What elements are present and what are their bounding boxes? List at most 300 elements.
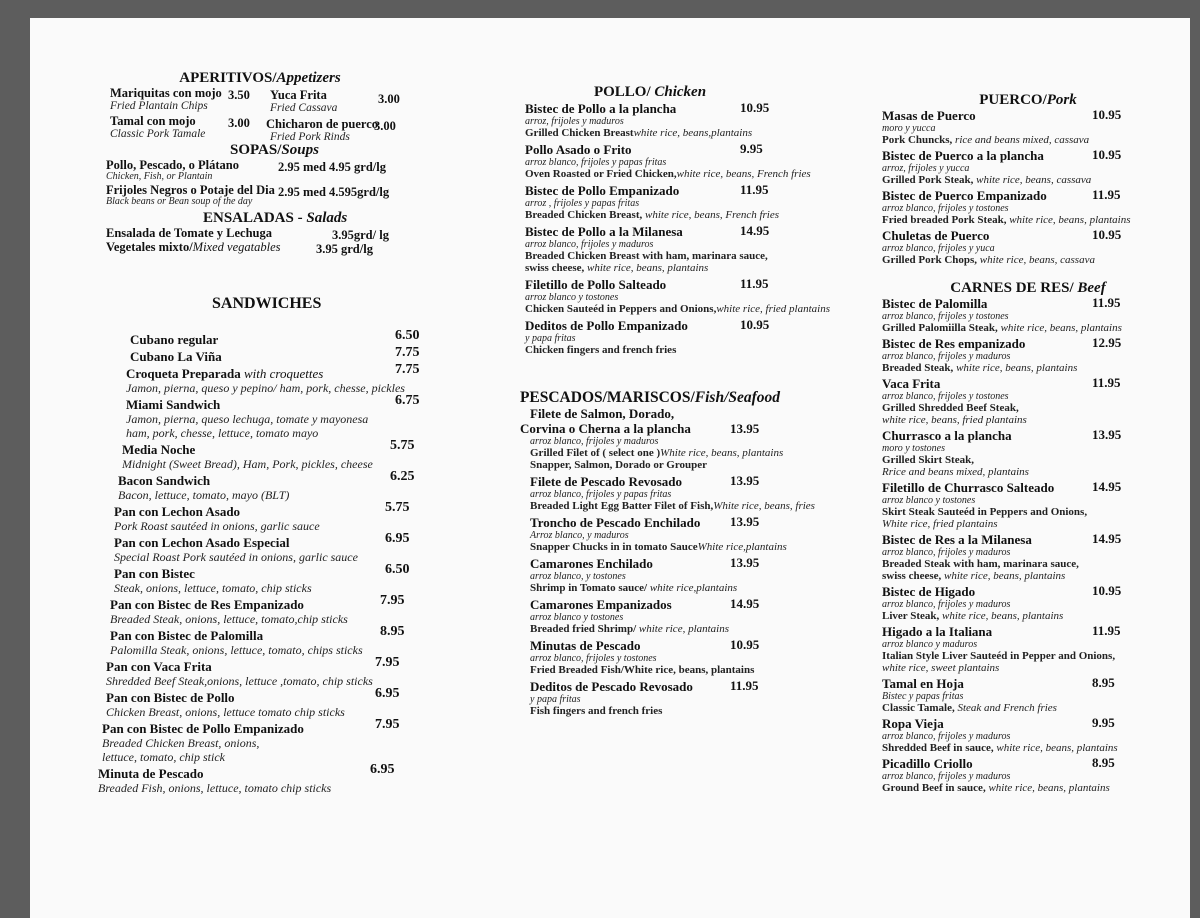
menu-item-price: 14.95 [740,223,770,238]
menu-item-en-title: Chicken fingers and french fries [525,344,677,356]
menu-item-desc: Pork Roast sautéed in onions, garlic sauce [114,519,320,533]
right-column [878,18,1178,796]
menu-item-price: 6.25 [390,469,415,484]
menu-item-price: 11.95 [1092,623,1121,638]
menu-item-price: 7.95 [375,717,400,732]
menu-item-price: 6.75 [395,393,420,408]
menu-item-price: 9.95 [740,141,763,156]
menu-item-title: Cubano regular [130,332,219,347]
menu-item-en-title: Grilled Skirt Steak, [882,454,974,466]
menu-item-price: 11.95 [740,182,769,197]
menu-item-price: 6.95 [385,531,410,546]
fish-item [530,597,815,635]
menu-item-name: Camarones Empanizados [530,597,672,612]
menu-item-desc-en [530,447,815,459]
menu-item-desc: Shredded Beef Steak,onions, lettuce ,tomato, chip sticks [106,674,373,688]
menu-item-price: 11.95 [730,678,759,693]
menu-item-desc-es: arroz, frijoles y maduros [525,116,624,127]
menu-item-desc-en [882,662,1178,674]
menu-item-desc-en [882,742,1178,754]
menu-item-name: Bistec de Pollo a la Milanesa [525,224,683,239]
beef-item [882,296,1178,334]
menu-item-desc-en [882,134,1178,146]
menu-item-price: 14.95 [730,596,760,611]
menu-item-price: 11.95 [1092,187,1121,202]
menu-item-desc-es: Bistec y papas fritas [882,691,964,702]
menu-item-name: Ensalada de Tomate y Lechuga [106,226,273,240]
menu-item-en-title: Ground Beef in sauce, [882,782,986,794]
menu-item-desc-en [882,402,1178,414]
menu-item-desc-en [530,500,815,512]
menu-item-price: 7.95 [380,593,405,608]
menu-item-desc-es: arroz blanco, frijoles y tostones [530,653,657,664]
menu-item-name: Bistec de Puerco Empanizado [882,188,1047,203]
menu-item-desc-en [530,664,815,676]
pork-list [878,108,1178,266]
menu-item-desc-es: moro y tostones [882,443,945,454]
sandwich-item [118,469,440,502]
sandwich-item [110,593,440,626]
menu-item-price: 3.00 [228,116,250,130]
menu-item-note: with croquettes [240,366,324,381]
menu-item-name: Masas de Puerco [882,108,976,123]
menu-item-price: 7.75 [395,362,420,377]
salads-list [106,226,440,256]
sandwich-item [106,686,440,719]
sandwiches-list [80,328,440,795]
menu-item-price: 11.95 [740,276,769,291]
salads-heading: ENSALADAS - Salads [203,210,348,226]
sandwich-item [122,438,440,471]
menu-item-en-detail: white rice, beans, plantains [941,570,1066,582]
menu-item-en-detail: white rice,plantains [647,582,738,594]
menu-item-price: 3.50 [228,88,250,102]
menu-item-price: 11.95 [1092,295,1121,310]
menu-item-price: 14.95 [1092,531,1122,546]
menu-item-price: 5.75 [385,500,410,515]
beef-item [882,376,1178,426]
menu-item-desc: Jamon, pierna, queso y pepino/ ham, pork, chesse, pickles [126,381,405,395]
menu-item-desc-es: moro y yucca [882,123,936,134]
menu-item-desc-es: arroz blanco, frijoles y maduros [882,731,1011,742]
sandwich-item [98,762,440,795]
menu-item-desc-es: arroz blanco, frijoles y maduros [882,599,1011,610]
menu-item-name [126,366,440,381]
menu-item-desc-es: arroz blanco, frijoles y maduros [530,436,659,447]
menu-item-en-title: Grilled Filet of ( select one ) [530,447,661,459]
menu-item-name: Picadillo Criollo [882,756,973,771]
menu-item-en-detail: Steak and French fries [954,702,1057,714]
menu-item-title: Pan con Bistec de Pollo Empanizado [102,721,304,736]
menu-item-en-detail: white rice, beans, plantains [997,322,1122,334]
middle-column [485,18,830,720]
menu-item-name: Filetillo de Pollo Salteado [525,277,667,292]
menu-item-en-title: Grilled Palomiilla Steak, [882,322,998,334]
menu-item-desc-en [530,582,815,594]
menu-item-en-title: Chicken Sauteéd in Peppers and Onions, [525,303,717,315]
menu-item-desc-es: arroz blanco, frijoles y tostones [882,311,1009,322]
menu-item-price: 3.00 [378,92,400,106]
pork-item [882,188,1178,226]
menu-item-en-detail: white rice, beans, French fries [676,168,811,180]
fish-item [530,679,815,717]
menu-item-desc: Jamon, pierna, queso lechuga, tomate y mayonesa [126,412,369,426]
menu-item-en-title: Shrimp in Tomato sauce/ [530,582,648,594]
menu-item-desc-es: arroz blanco, frijoles y papas fritas [530,489,672,500]
fish-item [530,556,815,594]
menu-item-desc: Midnight (Sweet Bread), Ham, Pork, pickles, cheese [122,457,373,471]
menu-item-name: Filete de Salmon, Dorado, [530,406,675,421]
menu-item-desc-en [525,344,815,356]
menu-item-desc: Steak, onions, lettuce, tomato, chip sticks [114,581,312,595]
menu-item-en-title: Fried Breaded Fish/White rice, beans, plantains [530,664,755,676]
menu-item-en-title: Snapper, Salmon, Dorado or Grouper [530,459,708,471]
pork-item [882,228,1178,266]
menu-item-en-title: Breaded Chicken Breast, [525,209,643,221]
menu-item-en-detail: white rice, beans, fried plantains [882,414,1027,426]
menu-item-price: 14.95 [1092,479,1122,494]
menu-item-price: 2.95 med 4.95 grd/lg [278,160,386,174]
menu-item-desc-en [882,362,1178,374]
sandwich-item [130,328,440,347]
menu-item-desc-es: y papa fritas [525,333,576,344]
menu-item-name: Vaca Frita [882,376,941,391]
menu-item-name: Bistec de Res a la Milanesa [882,532,1032,547]
menu-item-name: Deditos de Pollo Empanizado [525,318,688,333]
menu-item-desc: Breaded Chicken Breast, onions, [102,736,260,750]
menu-item-title: Pan con Bistec de Palomilla [110,628,264,643]
pork-item [882,148,1178,186]
menu-item-desc-es: arroz blanco, frijoles y maduros [882,547,1011,558]
menu-item-desc: Fried Cassava [270,102,338,114]
menu-item-desc-en [530,459,815,471]
menu-item-price: 13.95 [730,514,760,529]
menu-item-price: 3.95grd/ lg [332,228,389,242]
soups-heading: SOPAS/Soups [230,142,319,158]
menu-item-name: Bistec de Pollo a la plancha [525,101,677,116]
menu-item-name: Higado a la Italiana [882,624,993,639]
chicken-item [525,276,830,315]
sandwich-item [114,531,440,564]
menu-item-price: 7.75 [395,345,420,360]
beef-item [882,428,1178,478]
beef-item [882,716,1178,754]
menu-item-title: Media Noche [122,442,196,457]
menu-item-name: Bistec de Puerco a la plancha [882,148,1044,163]
beef-item [882,756,1178,794]
menu-item-price: 9.95 [1092,715,1115,730]
menu-item-desc-es: arroz blanco, frijoles y maduros [525,239,654,250]
chicken-item [525,183,815,221]
menu-item-name: Pollo Asado o Frito [525,142,632,157]
menu-item-desc-es: arroz blanco, frijoles y maduros [882,771,1011,782]
menu-item-price: 6.95 [375,686,400,701]
beef-item [882,676,1178,714]
menu-item-name: Ropa Vieja [882,716,944,731]
beef-item [882,480,1178,530]
menu-item-name: Mariquitas con mojo [110,86,222,100]
menu-item-desc-es: Arroz blanco, y maduros [530,530,629,541]
menu-item-price: 3.00 [374,119,396,133]
menu-item-en-title: Fish fingers and french fries [530,705,663,717]
menu-item-price: 8.95 [1092,675,1115,690]
menu-item-desc: Chicken, Fish, or Plantain [106,171,213,182]
menu-item-desc-es: arroz blanco y tostones [530,612,624,623]
menu-item-price: 6.50 [395,328,420,343]
menu-item-desc: Breaded Fish, onions, lettuce, tomato chip sticks [98,781,332,795]
menu-item-price: 10.95 [1092,583,1122,598]
menu-item-title: Pan con Bistec [114,566,195,581]
menu-item-name: Pollo, Pescado, o Plátano [106,158,239,172]
menu-item-price: 10.95 [740,317,770,332]
beef-heading: CARNES DE RES/ Beef [950,280,1106,296]
menu-item-desc-es: arroz blanco y maduros [882,639,978,650]
menu-item-name: Corvina o Cherna a la plancha [520,421,691,436]
menu-item-desc: Black beans or Bean soup of the day [106,196,253,207]
menu-item-en-title: Liver Steak, [882,610,940,622]
menu-sheet [30,18,1190,918]
pork-heading: PUERCO/Pork [979,92,1077,108]
menu-item-price: 10.95 [730,637,760,652]
menu-item-desc-es: arroz blanco, y tostones [530,571,626,582]
menu-item-desc: Palomilla Steak, onions, lettuce, tomato, chips sticks [110,643,363,657]
menu-item-desc-en [882,610,1178,622]
menu-item-en-detail: White rice, beans, plantains [660,447,784,459]
menu-item-desc-en [525,262,815,274]
menu-item-desc-en [882,702,1178,714]
menu-item-en-detail: Rrice and beans mixed, plantains [882,466,1029,478]
menu-item-en-title: Skirt Steak Sauteéd in Peppers and Onions, [882,506,1088,518]
menu-item-en-detail: rice and beans mixed, cassava [952,134,1090,146]
menu-item-en-title: Grilled Pork Chops, [882,254,978,266]
menu-item-name: Bistec de Higado [882,584,976,599]
menu-item-price: 2.95 med 4.595grd/lg [278,185,390,199]
menu-item-en-title: Pork Chuncks, [882,134,953,146]
menu-item-desc-es: arroz blanco, frijoles y maduros [882,351,1011,362]
menu-item-desc: Bacon, lettuce, tomato, mayo (BLT) [118,488,290,502]
menu-item-desc-es: arroz , frijoles y papas fritas [525,198,640,209]
menu-item-price: 7.95 [375,655,400,670]
soups-list [106,158,440,212]
menu-item-title: Pan con Bistec de Pollo [106,690,235,705]
menu-item-title: Minuta de Pescado [98,766,204,781]
menu-item-en-detail: white rice, beans, plantains [993,742,1118,754]
menu-item-desc: Fried Plantain Chips [110,100,208,112]
menu-item-price: 11.95 [1092,375,1121,390]
menu-item-desc-en [882,454,1178,466]
menu-item-name: Chuletas de Puerco [882,228,990,243]
menu-item-name: Camarones Enchilado [530,556,653,571]
beef-list [878,296,1178,794]
menu-item-name: Bistec de Res empanizado [882,336,1026,351]
beef-item [882,336,1178,374]
sandwich-item [114,562,440,595]
menu-item-desc-en [882,466,1178,478]
menu-item-name: Tamal en Hoja [882,676,964,691]
menu-item-en-title: swiss cheese, [882,570,942,582]
sandwich-item [114,500,440,533]
menu-item-price: 8.95 [380,624,405,639]
chicken-item [525,142,815,180]
chicken-item [525,224,815,274]
sandwich-item [126,393,440,440]
menu-item-en-title: Classic Tamale, [882,702,955,714]
menu-item-title: Cubano La Viña [130,349,222,364]
menu-item-en-title: Breaded Steak, [882,362,954,374]
menu-item-desc-en [882,414,1178,426]
menu-item-en-title: Breaded Chicken Breast with ham, marinara sauce, [525,250,768,262]
menu-item-en-detail: white rice, beans, cassava [977,254,1095,266]
menu-item-desc: Classic Pork Tamale [110,128,206,140]
left-column [80,18,440,797]
menu-item-desc-en [882,650,1178,662]
menu-item-desc-en [882,518,1178,530]
menu-item-en-detail: white rice, beans, plantains [939,610,1064,622]
beef-item [882,584,1178,622]
menu-item-en-title: Breaded Light Egg Batter Filet of Fish, [530,500,714,512]
menu-item-price: 8.95 [1092,755,1115,770]
menu-item-desc-en [882,558,1178,570]
menu-item-en-title: Breaded Steak with ham, marinara sauce, [882,558,1079,570]
menu-item-price: 13.95 [1092,427,1122,442]
menu-item-desc: Breaded Steak, onions, lettuce, tomato,chip sticks [110,612,348,626]
menu-item-en-detail: White rice, fried plantains [882,518,998,530]
menu-item-en-detail: white rice, sweet plantains [882,662,1000,674]
sandwich-item [130,345,440,364]
menu-item-price: 13.95 [730,555,760,570]
menu-item-en-detail: white rice, beans, cassava [973,174,1092,186]
menu-item-en-detail: white rice, beans,plantains [633,127,753,139]
menu-item-en-title: Grilled Shredded Beef Steak, [882,402,1019,414]
menu-item-title: Pan con Vaca Frita [106,659,212,674]
menu-item-name: Bistec de Palomilla [882,296,988,311]
appetizers-heading: APERITIVOS/Appetizers [179,70,341,86]
menu-item-en-detail: white rice, beans, French fries [642,209,780,221]
menu-item-desc: ham, pork, chesse, lettuce, tomato mayo [126,426,319,440]
menu-item-title: Miami Sandwich [126,397,221,412]
menu-item-desc-es: arroz blanco, frijoles y papas fritas [525,157,667,168]
menu-item-en-detail: white rice, beans, plantains [985,782,1110,794]
menu-item-en-title: Shredded Beef in sauce, [882,742,994,754]
menu-item-price: 3.95 grd/lg [316,242,373,256]
menu-item-price: 13.95 [730,421,760,436]
menu-item-desc-en [530,705,815,717]
menu-item-en-title: Breaded fried Shrimp/ [530,623,637,635]
chicken-heading: POLLO/ Chicken [593,84,707,100]
chicken-item [525,101,815,139]
menu-item-title: Croqueta Preparada [126,366,241,381]
menu-item-name: Troncho de Pescado Enchilado [530,515,701,530]
menu-item-desc-en [525,250,815,262]
menu-item-desc-en [882,254,1178,266]
menu-item-en-detail: white rice, beans, plantains [953,362,1078,374]
beef-item [882,624,1178,674]
menu-item-desc-en [882,174,1178,186]
menu-item-en-detail: white rice, fried plantains [716,303,830,315]
appetizers-list [80,86,440,144]
beef-item [882,532,1178,582]
menu-item-price: 5.75 [390,438,415,453]
menu-item-price: 10.95 [740,100,770,115]
menu-item-title: Pan con Lechon Asado Especial [114,535,290,550]
menu-item-name: Deditos de Pescado Revosado [530,679,693,694]
menu-item-desc-en [530,623,815,635]
menu-item-price: 13.95 [730,473,760,488]
menu-item-name [126,397,440,412]
menu-item-desc-es: arroz blanco, frijoles y tostones [882,391,1009,402]
menu-item-price: 6.95 [370,762,395,777]
fish-item [530,515,815,553]
menu-item-en-detail: white rice, plantains [636,623,730,635]
menu-item-name: Bistec de Pollo Empanizado [525,183,680,198]
fish-item [520,406,815,471]
menu-item-name: Filetillo de Churrasco Salteado [882,480,1055,495]
menu-item-price: 6.50 [385,562,410,577]
menu-item-name: Tamal con mojo [110,114,196,128]
menu-item-price: 10.95 [1092,227,1122,242]
menu-item-name: Churrasco a la plancha [882,428,1012,443]
menu-item-en-detail: white rice, beans, plantains [1006,214,1131,226]
menu-item-desc: Special Roast Pork sautéed in onions, garlic sauce [114,550,358,564]
menu-item-en-title: Grilled Chicken Breast [525,127,634,139]
chicken-item [525,318,815,356]
menu-item-desc-en [882,506,1178,518]
pork-item [882,108,1178,146]
menu-item-desc-es: y papa fritas [530,694,581,705]
menu-item-desc: Fried Pork Rinds [270,131,350,143]
menu-item-desc-en [882,322,1178,334]
menu-item-price: 10.95 [1092,147,1122,162]
menu-item-en-title: Fried breaded Pork Steak, [882,214,1007,226]
menu-item-desc-es: arroz, frijoles y yucca [882,163,970,174]
menu-item-desc-es: arroz blanco y tostones [882,495,976,506]
menu-item-desc-es: arroz blanco y tostones [525,292,619,303]
menu-item-name: Minutas de Pescado [530,638,641,653]
menu-item-en-detail: White rice,plantains [697,541,787,553]
menu-item-title: Pan con Lechon Asado [114,504,241,519]
menu-item-title: Bacon Sandwich [118,473,211,488]
fish-item [530,638,815,676]
menu-item-desc-en [525,127,815,139]
menu-item-name: Filete de Pescado Revosado [530,474,683,489]
menu-item-desc-en [525,209,815,221]
menu-item-en-detail: white rice, beans, plantains [584,262,709,274]
menu-item-desc-en [882,782,1178,794]
sandwich-item [126,362,440,395]
sandwich-item [110,624,440,657]
fish-heading: PESCADOS/MARISCOS/Fish/Seafood [519,389,781,406]
menu-item-desc-en [525,303,830,315]
menu-item-name [130,332,440,347]
sandwich-item [106,655,440,688]
menu-item-desc: lettuce, tomato, chip stick [102,750,225,764]
menu-item-en-detail: White rice, beans, fries [713,500,815,512]
sandwich-item [102,717,440,764]
menu-item-title: Pan con Bistec de Res Empanizado [110,597,304,612]
menu-item-en-title: Grilled Pork Steak, [882,174,974,186]
menu-item-desc-es: arroz blanco, frijoles y yuca [882,243,995,254]
menu-item-desc-en [882,570,1178,582]
chicken-list [485,100,830,356]
menu-item-desc-en [530,541,815,553]
menu-item-en-title: Snapper Chucks in in tomato Sauce [530,541,698,553]
menu-item-price: 10.95 [1092,107,1122,122]
menu-item-name [130,349,440,364]
menu-item-desc: Chicken Breast, onions, lettuce tomato chip sticks [106,705,345,719]
menu-item-en-title: Italian Style Liver Sauteéd in Pepper and Onions, [882,650,1116,662]
fish-list [485,406,815,717]
menu-item-en-title: swiss cheese, [525,262,585,274]
